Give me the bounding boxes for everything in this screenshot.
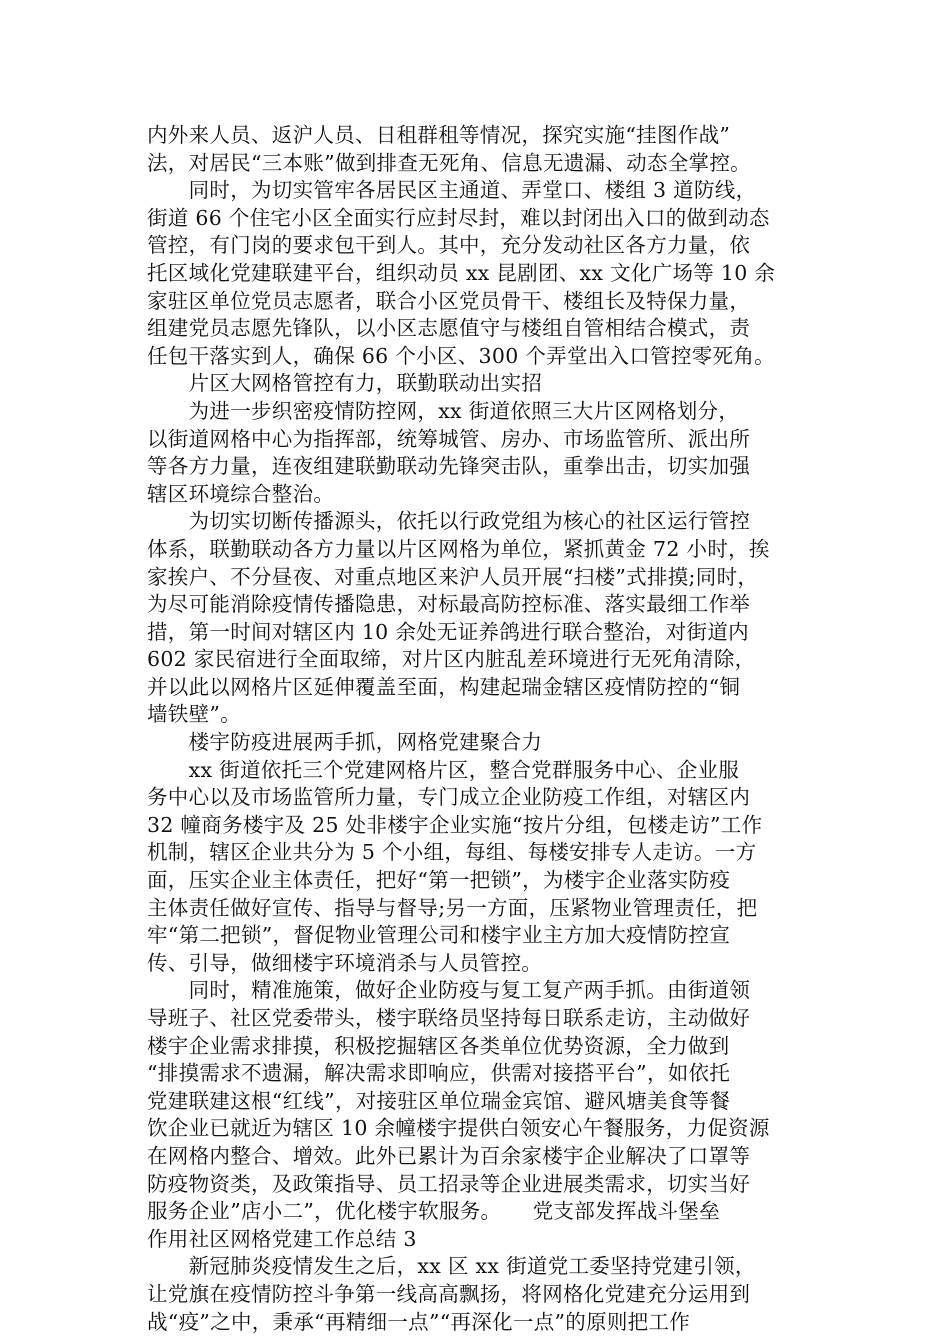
text-line: 并以此以网格片区延伸覆盖至面，构建起瑞金辖区疫情防控的“铜 <box>147 674 741 699</box>
document-body <box>147 122 807 1336</box>
text-line: 家驻区单位党员志愿者，联合小区党员骨干、楼组长及特保力量， <box>147 288 751 313</box>
text-line: 体系，联勤联动各方力量以片区网格为单位，紧抓黄金 72 小时，挨 <box>147 536 770 561</box>
text-line: 为切实切断传播源头，依托以行政党组为核心的社区运行管控 <box>147 509 751 534</box>
text-line: 作用社区网格党建工作总结 3 <box>147 1226 417 1251</box>
text-line: 32 幢商务楼宇及 25 处非楼宇企业实施“按片分组，包楼走访”工作 <box>147 812 763 837</box>
text-line: 战“疫”之中，秉承“再精细一点”“再深化一点”的原则把工作 <box>147 1309 691 1334</box>
text-line: 602 家民宿进行全面取缔，对片区内脏乱差环境进行无死角清除， <box>147 647 756 672</box>
text-line: xx 街道依托三个党建网格片区，整合党群服务中心、企业服 <box>147 757 740 782</box>
text-line: “排摸需求不遗漏，解决需求即响应，供需对接搭平台”，如依托 <box>147 1061 731 1086</box>
text-line: 为尽可能消除疫情传播隐患，对标最高防控标准、落实最细工作举 <box>147 592 751 617</box>
section-heading: 片区大网格管控有力，联勤联动出实招 <box>147 371 543 396</box>
text-line: 同时，为切实管牢各居民区主通道、弄堂口、楼组 3 道防线， <box>147 178 757 203</box>
text-line: 让党旗在疫情防控斗争第一线高高飘扬，将网格化党建充分运用到 <box>147 1281 751 1306</box>
text-line: 传、引导，做细楼宇环境消杀与人员管控。 <box>147 950 543 975</box>
text-line: 务中心以及市场监管所力量，专门成立企业防疫工作组，对辖区内 <box>147 785 751 810</box>
text-line: 法，对居民“三本账”做到排查无死角、信息无遗漏、动态全掌控。 <box>147 150 751 175</box>
text-line: 辖区环境综合整治。 <box>147 481 335 506</box>
text-line: 措，第一时间对辖区内 10 余处无证养鸽进行联合整治，对街道内 <box>147 619 749 644</box>
text-line: 组建党员志愿先锋队，以小区志愿值守与楼组自管相结合模式，责 <box>147 316 751 341</box>
text-line: 楼宇企业需求排摸，积极挖掘辖区各类单位优势资源，全力做到 <box>147 1033 730 1058</box>
text-line: 饮企业已就近为辖区 10 余幢楼宇提供白领安心午餐服务，力促资源 <box>147 1116 770 1141</box>
text-line: 管控，有门岗的要求包干到人。其中，充分发动社区各方力量，依 <box>147 233 751 258</box>
text-line: 托区域化党建联建平台，组织动员 xx 昆剧团、xx 文化广场等 10 余 <box>147 260 776 285</box>
text-line: 内外来人员、返沪人员、日租群租等情况，探究实施“挂图作战” <box>147 123 731 147</box>
text-line: 为进一步织密疫情防控网，xx 街道依照三大片区网格划分， <box>147 398 740 423</box>
text-line: 家挨户、不分昼夜、对重点地区来沪人员开展“扫楼”式排摸;同时， <box>147 564 759 589</box>
text-line: 面，压实企业主体责任，把好“第一把锁”，为楼宇企业落实防疫 <box>147 868 731 893</box>
text-line: 等各方力量，连夜组建联勤联动先锋突击队，重拳出击，切实加强 <box>147 454 751 479</box>
text-line: 主体责任做好宣传、指导与督导;另一方面，压紧物业管理责任，把 <box>147 895 758 920</box>
text-line: 机制，辖区企业共分为 5 个小组，每组、每楼安排专人走访。一方 <box>147 840 757 865</box>
text-line: 街道 66 个住宅小区全面实行应封尽封，难以封闭出入口的做到动态 <box>147 205 770 230</box>
section-heading: 楼宇防疫进展两手抓，网格党建聚合力 <box>147 730 543 755</box>
text-line: 在网格内整合、增效。此外已累计为百余家楼宇企业解决了口罩等 <box>147 1143 751 1168</box>
text-line: 服务企业”店小二”，优化楼宇软服务。 党支部发挥战斗堡垒 <box>147 1199 720 1224</box>
text-line: 以街道网格中心为指挥部，统筹城管、房办、市场监管所、派出所 <box>147 426 751 451</box>
text-line: 新冠肺炎疫情发生之后，xx 区 xx 街道党工委坚持党建引领， <box>147 1254 756 1279</box>
text-line: 同时，精准施策，做好企业防疫与复工复产两手抓。由街道领 <box>147 978 751 1003</box>
text-line: 牢“第二把锁”，督促物业管理公司和楼宇业主方加大疫情防控宣 <box>147 923 731 948</box>
text-line: 防疫物资类，及政策指导、员工招录等企业进展类需求，切实当好 <box>147 1171 751 1196</box>
text-line: 任包干落实到人，确保 66 个小区、300 个弄堂出入口管控零死角。 <box>147 343 775 368</box>
text-line: 墙铁壁”。 <box>147 702 241 727</box>
text-line: 党建联建这根“红线”，对接驻区单位瑞金宾馆、避风塘美食等餐 <box>147 1088 731 1113</box>
text-line: 导班子、社区党委带头，楼宇联络员坚持每日联系走访，主动做好 <box>147 1006 751 1030</box>
